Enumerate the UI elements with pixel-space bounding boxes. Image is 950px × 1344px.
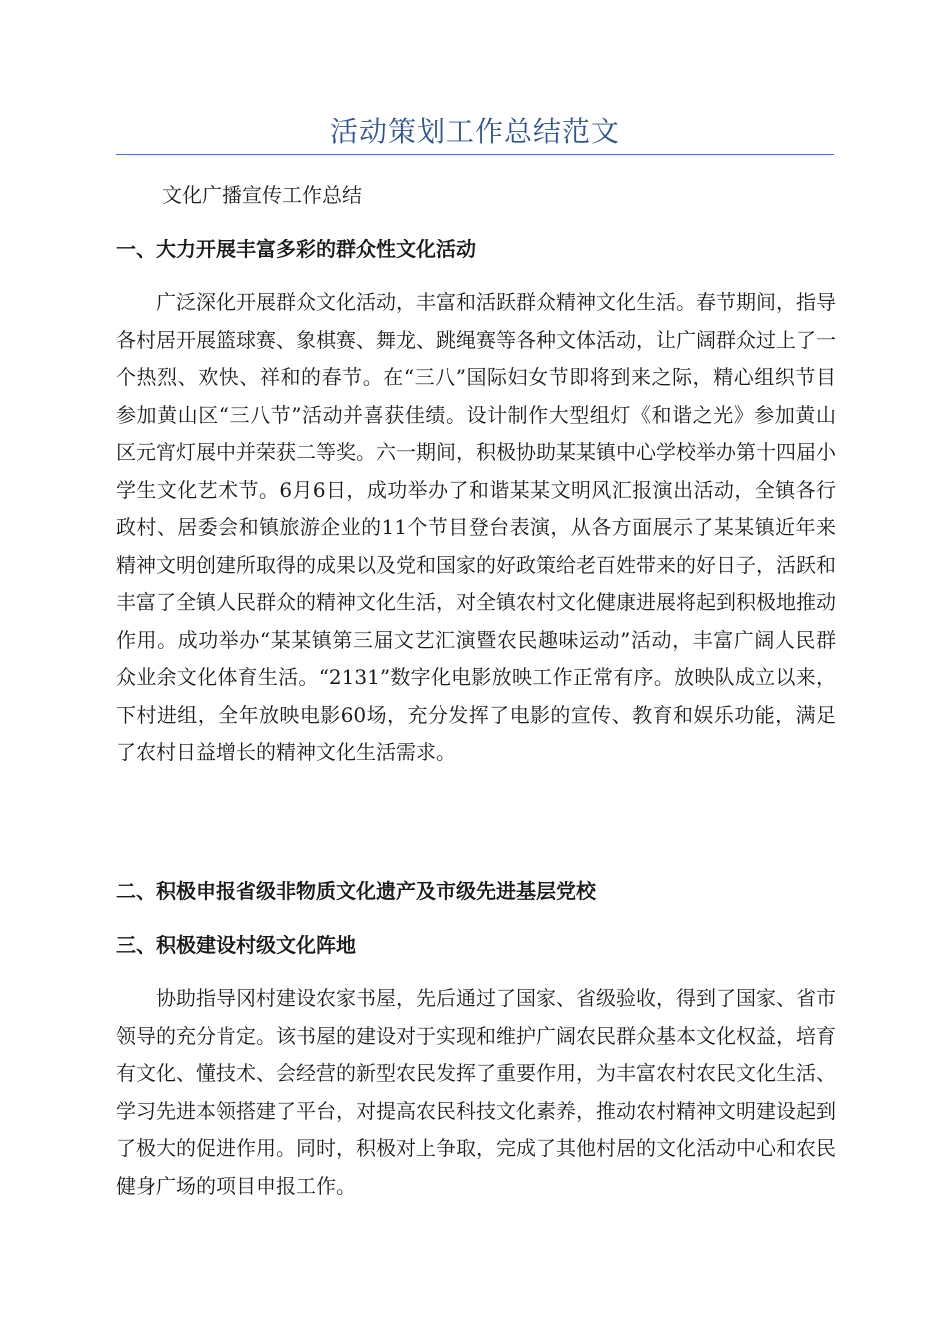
- title-divider: [116, 154, 834, 155]
- section-body-3: 协助指导冈村建设农家书屋，先后通过了国家、省级验收，得到了国家、省市领导的充分肯定。该书屋的建设对于实现和维护广阔农民群众基本文化权益，培育有文化、懂技术、会经营的新型农民发挥了重要作用，为丰富农村农民文化生活、学习先进本领搭建了平台，对提高农民科技文化素养，推动农村精神文明建设起到了极大的促进作用。同时，积极对上争取，完成了其他村居的文化活动中心和农民健身广场的项目申报工作。: [116, 986, 836, 1198]
- section-body-1: 广泛深化开展群众文化活动，丰富和活跃群众精神文化生活。春节期间，指导各村居开展篮球赛、象棋赛、舞龙、跳绳赛等各种文体活动，让广阔群众过上了一个热烈、欢快、祥和的春节。在“三八”国际妇女节即将到来之际，精心组织节目参加黄山区“三八节”活动并喜获佳绩。设计制作大型组灯《和谐之光》参加黄山区元宵灯展中并荣获二等奖。六一期间，积极协助某某镇中心学校举办第十四届小学生文化艺术节。6月6日，成功举办了和谐某某文明风汇报演出活动，全镇各行政村、居委会和镇旅游企业的11个节目登台表演，从各方面展示了某某镇近年来精神文明创建所取得的成果以及党和国家的好政策给老百姓带来的好日子，活跃和丰富了全镇人民群众的精神文化生活，对全镇农村文化健康进展将起到积极地推动作用。成功举办“某某镇第三届文艺汇演暨农民趣味运动”活动，丰富广阔人民群众业余文化体育生活。“2131”数字化电影放映工作正常有序。放映队成立以来，下村进组，全年放映电影60场，充分发挥了电影的宣传、教育和娱乐功能，满足了农村日益增长的精神文化生活需求。: [116, 290, 836, 764]
- section-heading-3: 三、积极建设村级文化阵地: [116, 933, 356, 957]
- section-heading-2: 二、积极申报省级非物质文化遗产及市级先进基层党校: [116, 879, 596, 903]
- document-subtitle: 文化广播宣传工作总结: [162, 183, 362, 207]
- document-title: 活动策划工作总结范文: [329, 115, 620, 148]
- section-heading-1: 一、大力开展丰富多彩的群众性文化活动: [116, 237, 476, 261]
